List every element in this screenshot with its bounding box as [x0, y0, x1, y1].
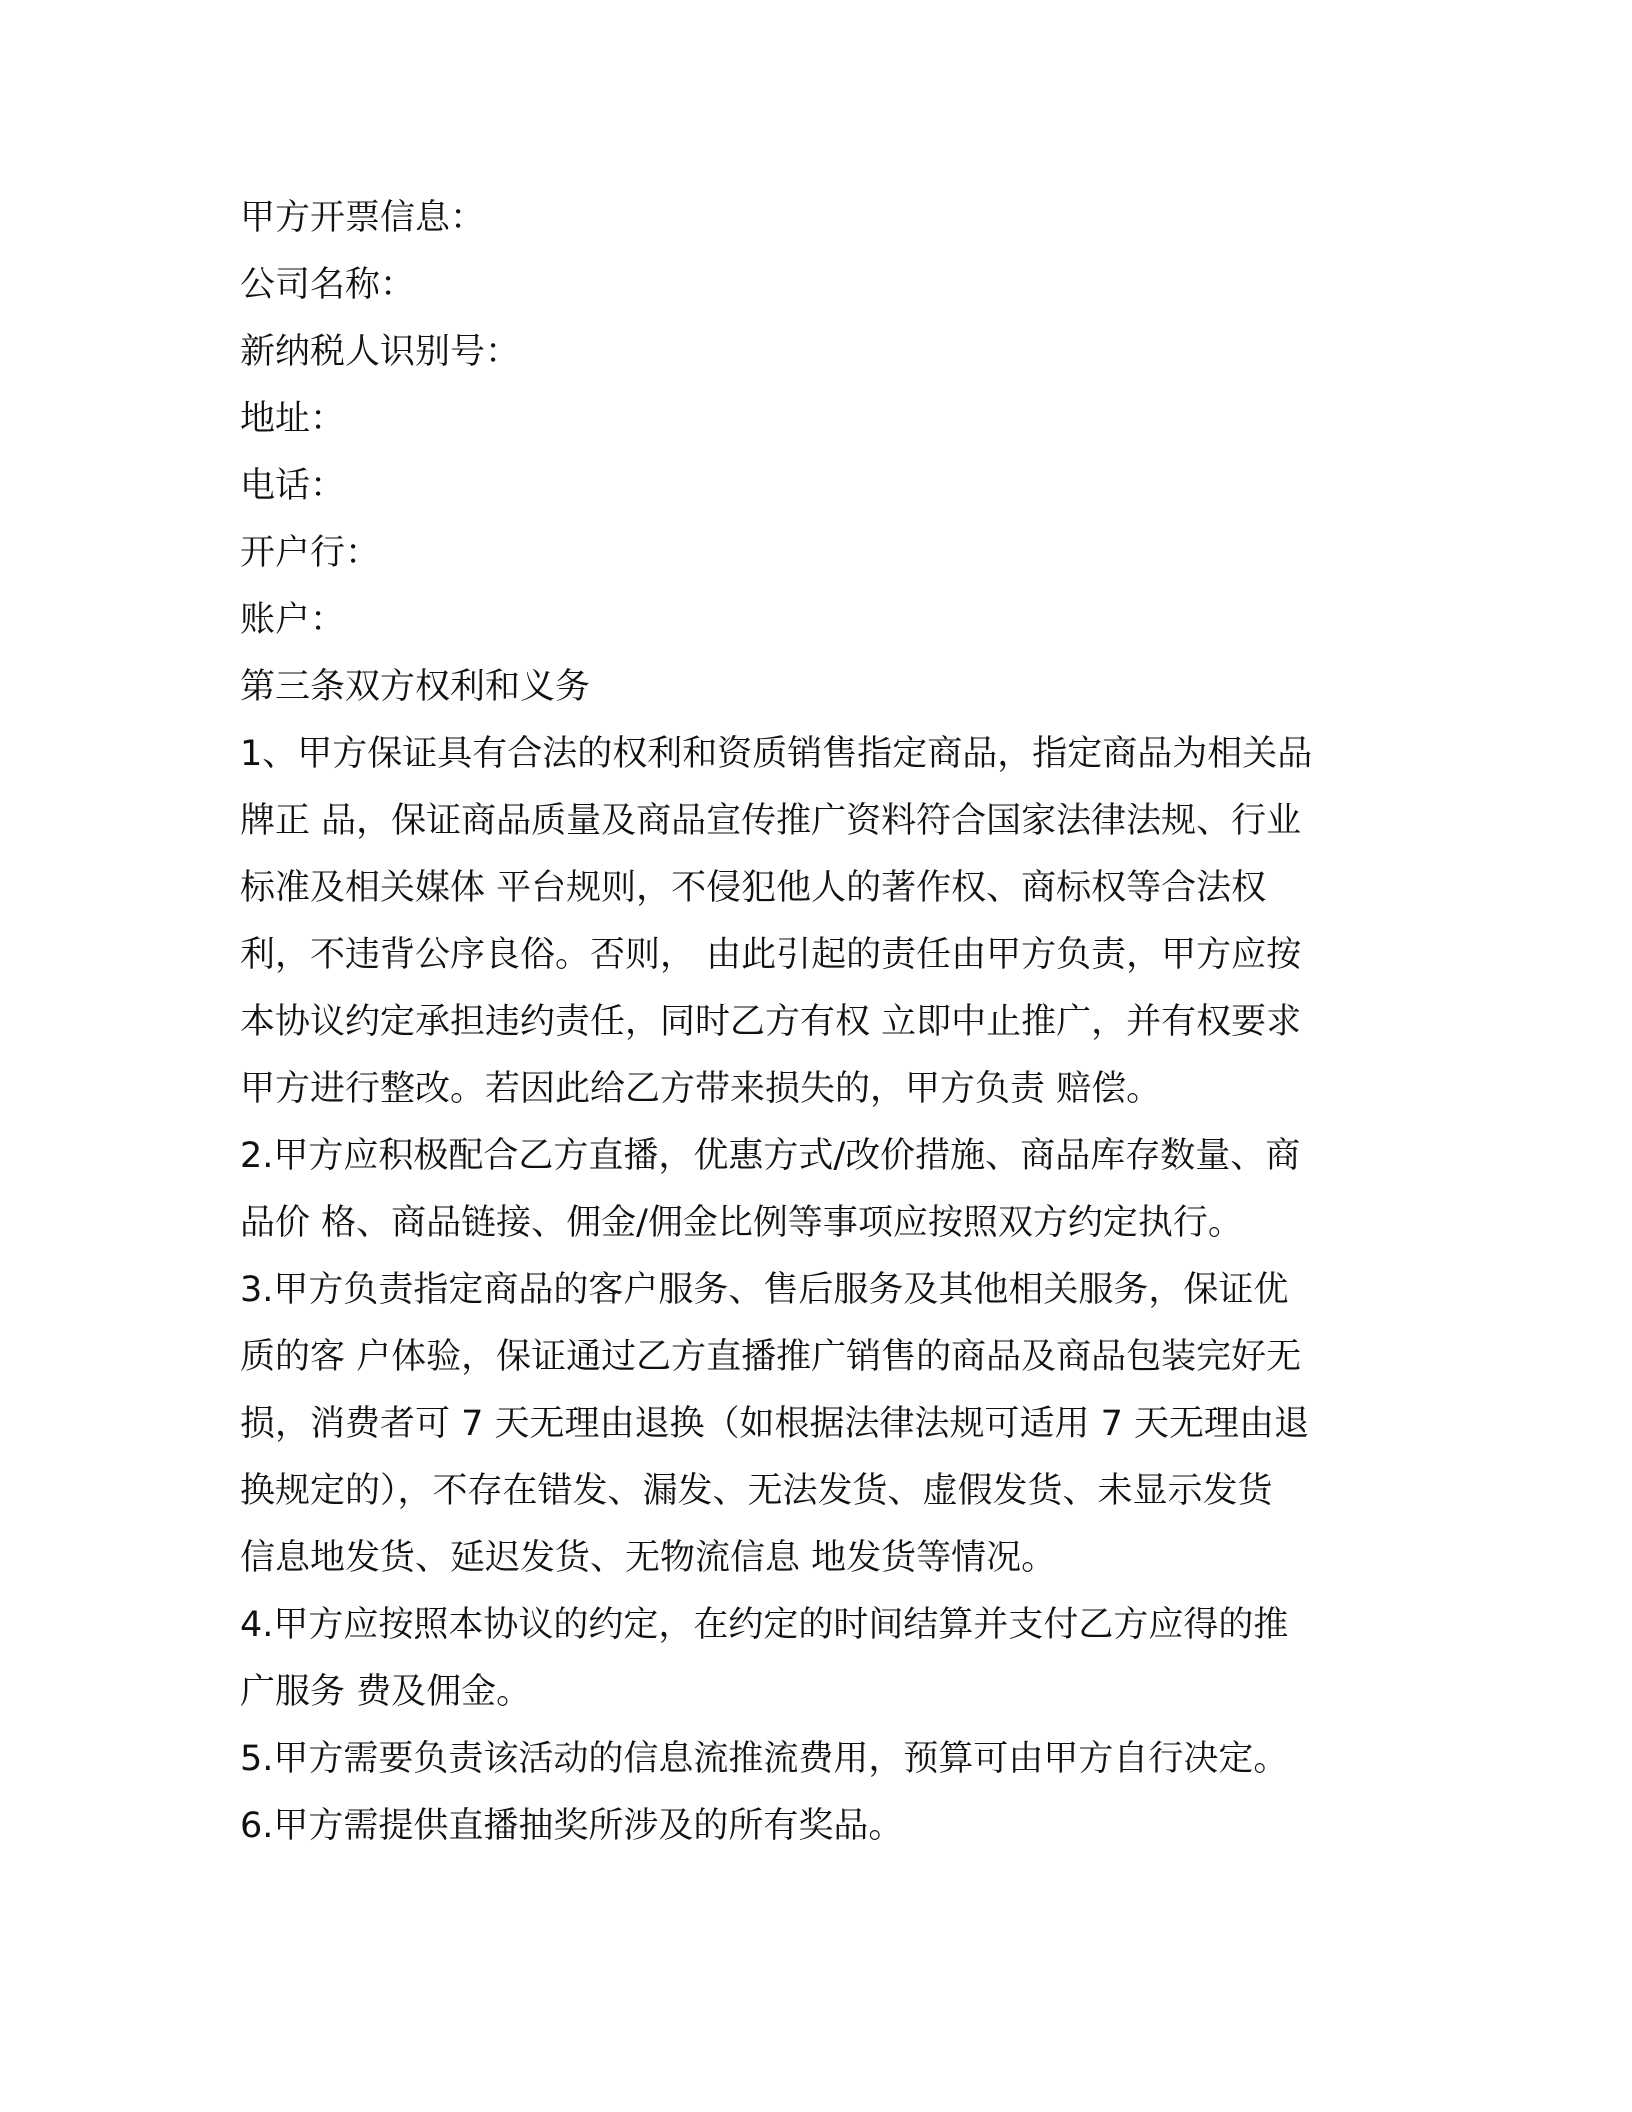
billing-heading: 甲方开票信息：: [240, 198, 486, 238]
clause-3: [240, 1257, 1390, 1592]
company-name-label: 公司名称：: [240, 265, 416, 305]
clause-line: 利，不违背公序良俗。否则， 由此引起的责任由甲方负责，甲方应按: [240, 935, 1302, 975]
tax-id-label: 新纳税人识别号：: [240, 332, 521, 372]
clause-line: 4.甲方应按照本协议的约定，在约定的时间结算并支付乙方应得的推: [240, 1605, 1289, 1645]
clause-line: 换规定的），不存在错发、漏发、无法发货、虚假发货、未显示发货: [240, 1471, 1273, 1511]
clause-line: 6.甲方需提供直播抽奖所涉及的所有奖品。: [240, 1806, 904, 1846]
section-title: 第三条双方权利和义务: [240, 667, 591, 707]
clause-5: [240, 1726, 1390, 1793]
clause-line: 2.甲方应积极配合乙方直播，优惠方式/改价措施、商品库存数量、商: [240, 1136, 1301, 1176]
clause-1: [240, 721, 1390, 1123]
clause-line: 标准及相关媒体 平台规则，不侵犯他人的著作权、商标权等合法权: [240, 868, 1267, 908]
clause-6: [240, 1793, 1390, 1860]
clause-line: 本协议约定承担违约责任，同时乙方有权 立即中止推广，并有权要求: [240, 1002, 1302, 1042]
clause-2: [240, 1123, 1390, 1257]
account-label: 账户：: [240, 600, 346, 640]
document-page: [240, 185, 1390, 1860]
clause-line: 损，消费者可 7 天无理由退换（如根据法律法规可适用 7 天无理由退: [240, 1404, 1310, 1444]
address-label: 地址：: [240, 399, 346, 439]
phone-label: 电话：: [240, 466, 346, 506]
clause-4: [240, 1592, 1390, 1726]
clause-line: 质的客 户体验，保证通过乙方直播推广销售的商品及商品包装完好无: [240, 1337, 1302, 1377]
clause-line: 广服务 费及佣金。: [240, 1672, 532, 1712]
clause-line: 3.甲方负责指定商品的客户服务、售后服务及其他相关服务，保证优: [240, 1270, 1289, 1310]
bank-label: 开户行：: [240, 533, 381, 573]
clause-line: 信息地发货、延迟发货、无物流信息 地发货等情况。: [240, 1538, 1057, 1578]
clause-line: 1、甲方保证具有合法的权利和资质销售指定商品，指定商品为相关品: [240, 734, 1313, 774]
clause-line: 牌正 品，保证商品质量及商品宣传推广资料符合国家法律法规、行业: [240, 801, 1302, 841]
clause-line: 品价 格、商品链接、佣金/佣金比例等事项应按照双方约定执行。: [240, 1203, 1243, 1243]
clause-line: 5.甲方需要负责该活动的信息流推流费用，预算可由甲方自行决定。: [240, 1739, 1289, 1779]
clause-line: 甲方进行整改。若因此给乙方带来损失的，甲方负责 赔偿。: [240, 1069, 1162, 1109]
